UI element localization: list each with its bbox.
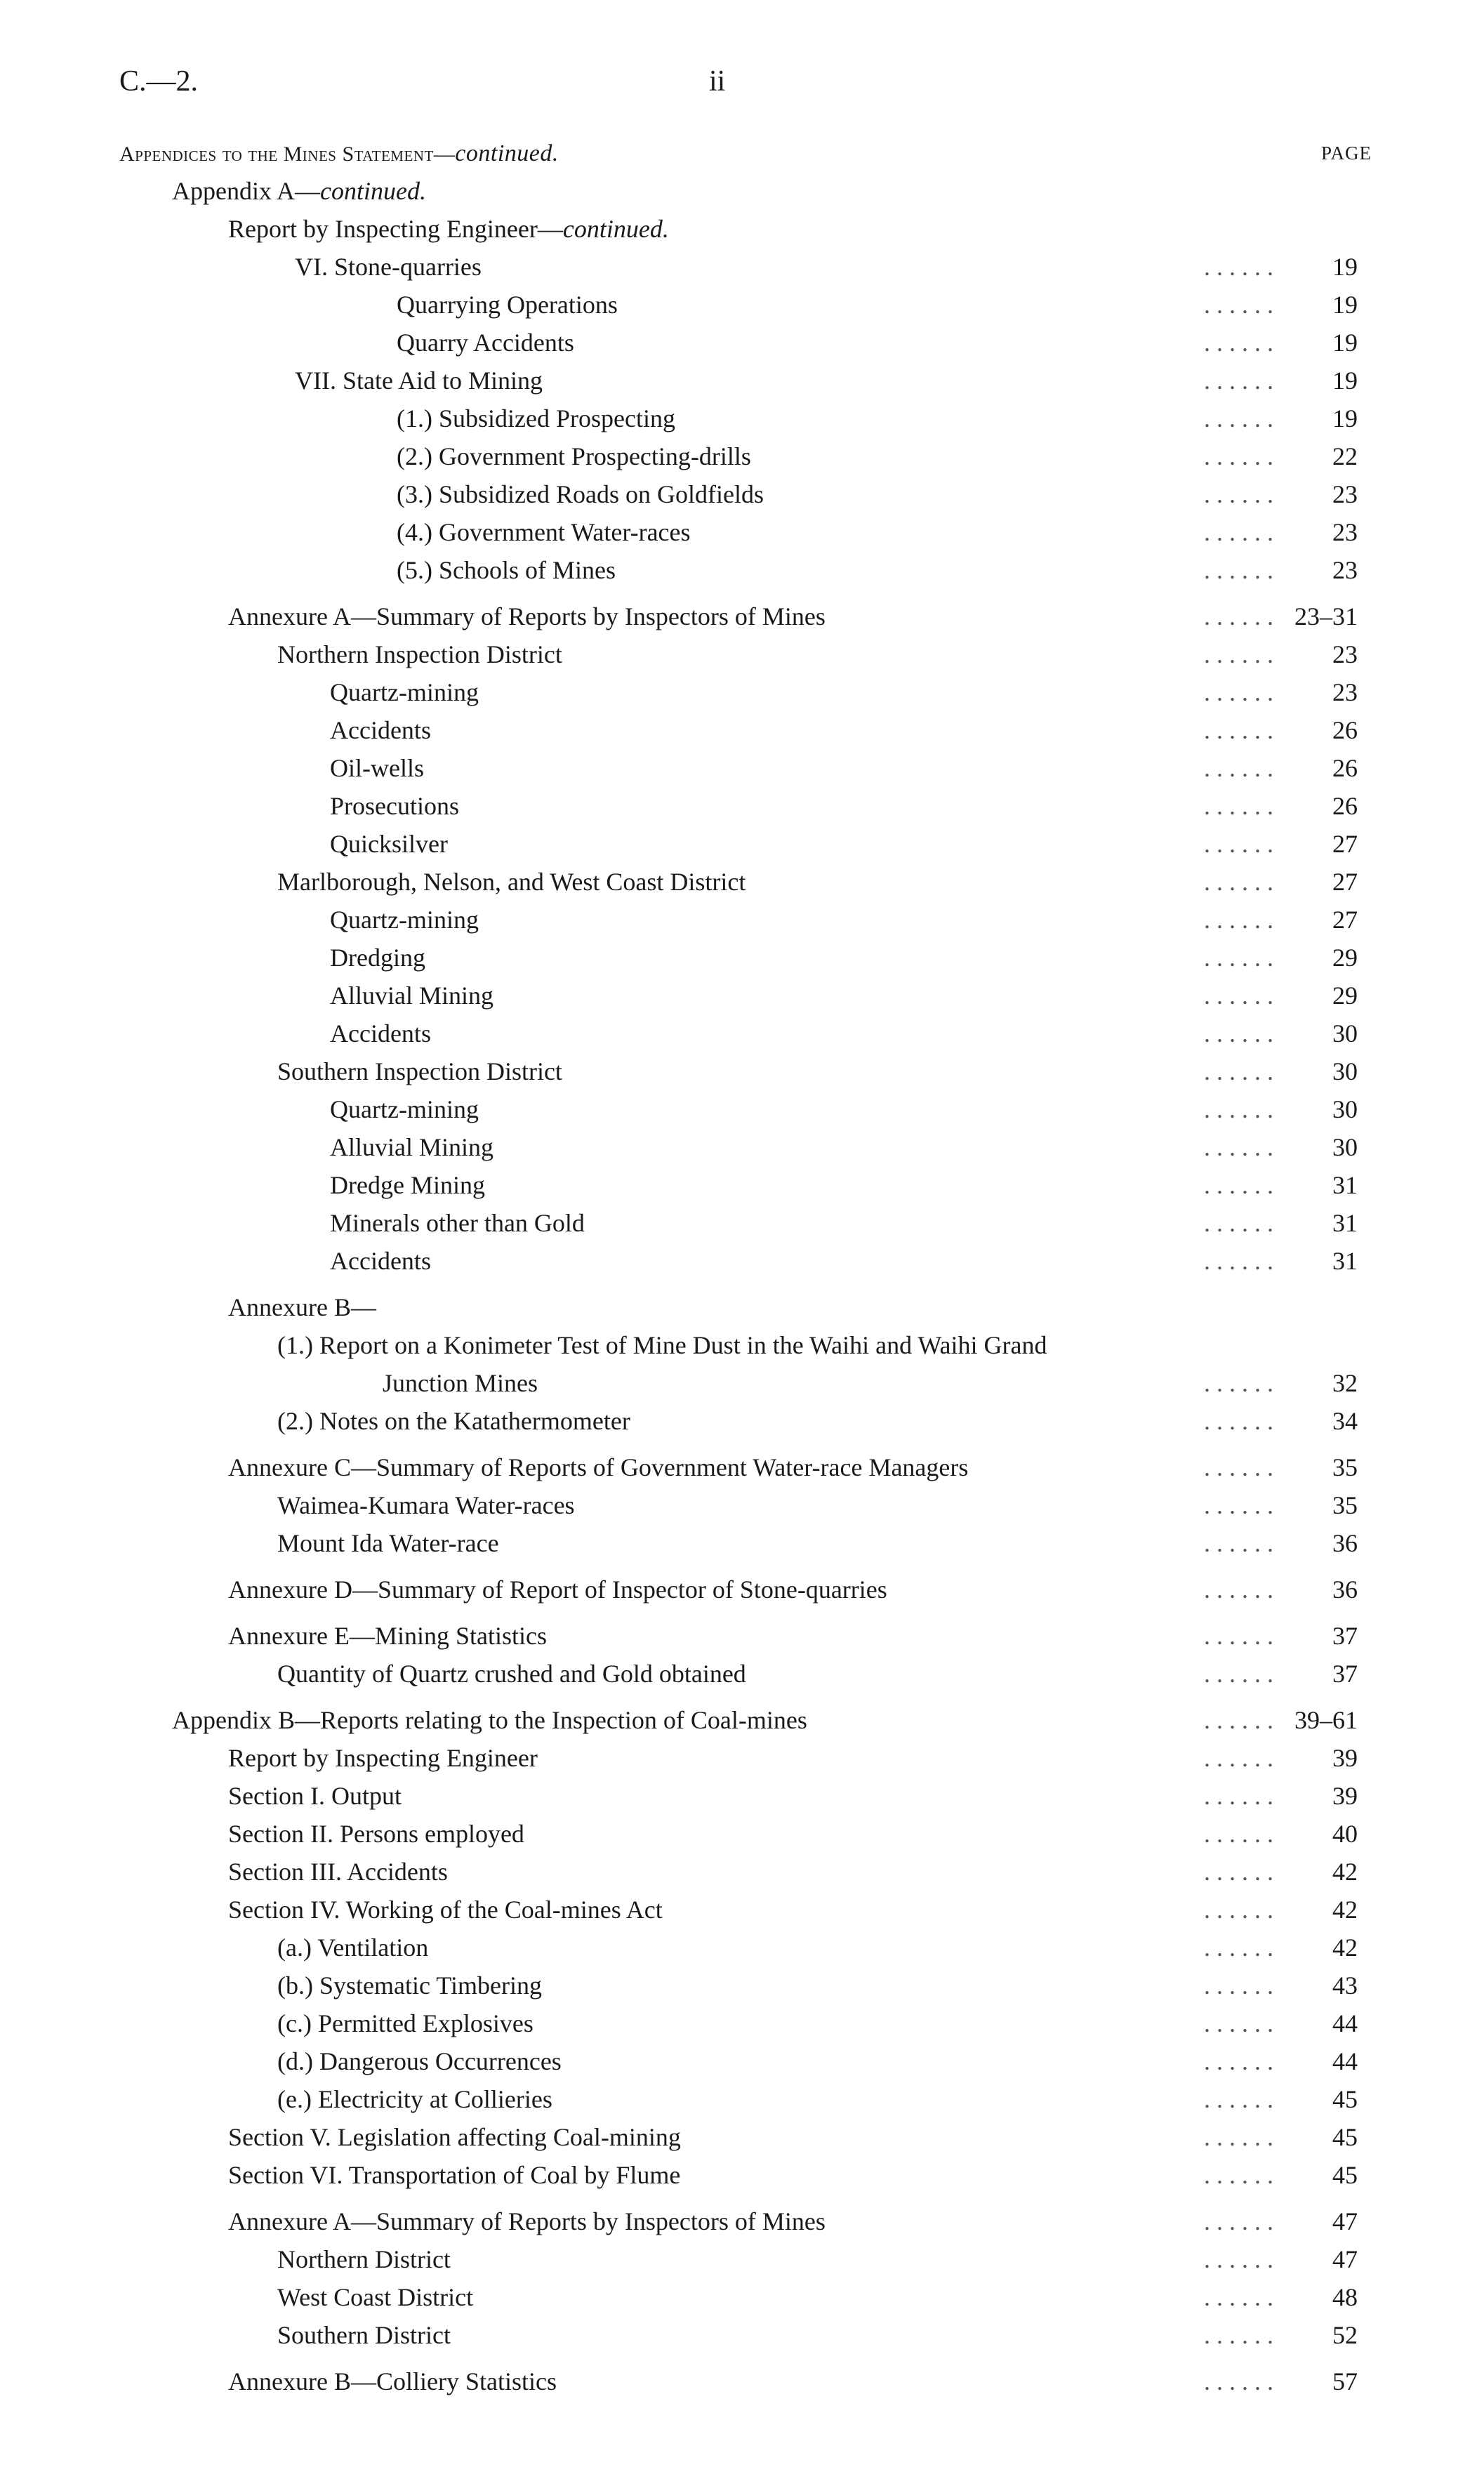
- toc-entry: [0, 1052, 1484, 1090]
- page-number: ii: [709, 65, 726, 98]
- toc-entry-title: Section I. Output: [228, 1782, 402, 1810]
- toc-entry-title: (b.) Systematic Timbering: [277, 1971, 542, 1999]
- toc-entry-title: Quicksilver: [330, 830, 448, 858]
- toc-entry-page: 23: [1332, 640, 1358, 668]
- dot-leader: . . . . . .: [1204, 792, 1273, 820]
- toc-entry: [0, 210, 1484, 248]
- dot-leader: . . . . . .: [1204, 830, 1273, 858]
- toc-entry-title: (1.) Subsidized Prospecting: [397, 404, 675, 432]
- dot-leader: . . . . . .: [1204, 868, 1273, 896]
- toc-entry: [0, 1288, 1484, 1326]
- toc-entry-page: 36: [1332, 1529, 1358, 1557]
- toc-entry: [0, 749, 1484, 787]
- toc-entry-page: 19: [1332, 404, 1358, 432]
- dot-leader: . . . . . .: [1204, 1057, 1273, 1085]
- toc-entry: [0, 2118, 1484, 2156]
- toc-entry-title: Section VI. Transportation of Coal by Flume: [228, 2161, 681, 2189]
- dot-leader: . . . . . .: [1204, 1491, 1273, 1519]
- dot-leader: . . . . . .: [1204, 1971, 1273, 1999]
- toc-entry-title: Quartz-mining: [330, 1095, 479, 1123]
- toc-entry-title: (1.) Report on a Konimeter Test of Mine Dust in the Waihi and Waihi Grand: [277, 1331, 1047, 1359]
- toc-entry-page: 57: [1332, 2367, 1358, 2395]
- toc-entry-title: Accidents: [330, 1247, 431, 1275]
- toc-entry-title: (4.) Government Water-races: [397, 518, 691, 546]
- toc-entry-title: Quarrying Operations: [397, 291, 618, 319]
- toc-entry: [0, 863, 1484, 901]
- toc-entry-title: (2.) Notes on the Katathermometer: [277, 1407, 630, 1435]
- toc-entry: [0, 635, 1484, 673]
- toc-entry-title: Marlborough, Nelson, and West Coast District: [277, 868, 746, 896]
- dot-leader: . . . . . .: [1204, 556, 1273, 584]
- toc-entry-page: 31: [1332, 1209, 1358, 1237]
- toc-entry-page: 31: [1332, 1171, 1358, 1199]
- toc-entry-title: Annexure A—Summary of Reports by Inspectors of Mines: [228, 2207, 826, 2235]
- toc-entry-page: 26: [1332, 716, 1358, 744]
- dot-leader: . . . . . .: [1204, 1575, 1273, 1604]
- toc-entry-page: 35: [1332, 1453, 1358, 1481]
- toc-entry-page: 27: [1332, 868, 1358, 896]
- dot-leader: . . . . . .: [1204, 2047, 1273, 2075]
- toc-entry-page: 35: [1332, 1491, 1358, 1519]
- toc-entry-title: (5.) Schools of Mines: [397, 556, 616, 584]
- toc-entry: [0, 475, 1484, 513]
- toc-entry: [0, 1891, 1484, 1929]
- toc-entry-page: 37: [1332, 1660, 1358, 1688]
- toc-entry: [0, 2362, 1484, 2400]
- toc-entry: [0, 1701, 1484, 1739]
- dot-leader: . . . . . .: [1204, 2283, 1273, 2311]
- toc-entry-title: Prosecutions: [330, 792, 459, 820]
- toc-entry: [0, 673, 1484, 711]
- toc-entry: [0, 362, 1484, 399]
- toc-entry: [0, 2080, 1484, 2118]
- toc-entry: [0, 1014, 1484, 1052]
- toc-entry-title: VI. Stone-quarries: [295, 253, 482, 281]
- dot-leader: . . . . . .: [1204, 1247, 1273, 1275]
- toc-entry: [0, 1739, 1484, 1777]
- toc-entry-title: Oil-wells: [330, 754, 424, 782]
- toc-entry: [0, 1242, 1484, 1280]
- toc-entry-title: Alluvial Mining: [330, 981, 493, 1010]
- dot-leader: . . . . . .: [1204, 1706, 1273, 1734]
- toc-entry-page: 52: [1332, 2321, 1358, 2349]
- dot-leader: . . . . . .: [1204, 981, 1273, 1010]
- toc-entry: [0, 901, 1484, 939]
- toc-entry: [0, 597, 1484, 635]
- table-of-contents: [0, 172, 1484, 2400]
- dot-leader: . . . . . .: [1204, 1453, 1273, 1481]
- toc-entry-title: (e.) Electricity at Collieries: [277, 2085, 552, 2113]
- toc-entry: [0, 1128, 1484, 1166]
- toc-entry-title: Appendix B—Reports relating to the Inspection of Coal-mines: [172, 1706, 807, 1734]
- dot-leader: . . . . . .: [1204, 2009, 1273, 2037]
- toc-entry-title: Southern District: [277, 2321, 451, 2349]
- toc-entry-page: 30: [1332, 1133, 1358, 1161]
- toc-entry-page: 23: [1332, 556, 1358, 584]
- dot-leader: . . . . . .: [1204, 1744, 1273, 1772]
- dot-leader: . . . . . .: [1204, 1209, 1273, 1237]
- dot-leader: . . . . . .: [1204, 1095, 1273, 1123]
- toc-entry: [0, 1571, 1484, 1608]
- toc-entry-title: Southern Inspection District: [277, 1057, 562, 1085]
- toc-entry-title: Appendix A—continued.: [172, 177, 426, 205]
- toc-entry: [0, 1204, 1484, 1242]
- page-column-label: PAGE: [1320, 143, 1372, 164]
- toc-entry-title: (a.) Ventilation: [277, 1933, 429, 1962]
- toc-entry-title: Alluvial Mining: [330, 1133, 493, 1161]
- toc-entry-page: 23: [1332, 480, 1358, 508]
- toc-entry-title: Northern Inspection District: [277, 640, 562, 668]
- dot-leader: . . . . . .: [1204, 291, 1273, 319]
- toc-entry-title: Accidents: [330, 716, 431, 744]
- toc-entry-page: 29: [1332, 981, 1358, 1010]
- toc-entry-page: 34: [1332, 1407, 1358, 1435]
- dot-leader: . . . . . .: [1204, 1369, 1273, 1397]
- toc-entry-page: 37: [1332, 1622, 1358, 1650]
- dot-leader: . . . . . .: [1204, 480, 1273, 508]
- dot-leader: . . . . . .: [1204, 1896, 1273, 1924]
- toc-heading-title: Appendices to the Mines Statement—: [119, 143, 456, 166]
- toc-entry-title: Accidents: [330, 1019, 431, 1047]
- toc-entry-page: 29: [1332, 944, 1358, 972]
- toc-entry-page: 45: [1332, 2161, 1358, 2189]
- toc-entry-title: (2.) Government Prospecting-drills: [397, 442, 751, 470]
- toc-entry-page: 31: [1332, 1247, 1358, 1275]
- dot-leader: . . . . . .: [1204, 2207, 1273, 2235]
- toc-entry-page: 27: [1332, 906, 1358, 934]
- toc-entry-title: Junction Mines: [383, 1369, 538, 1397]
- toc-entry-page: 43: [1332, 1971, 1358, 1999]
- dot-leader: . . . . . .: [1204, 640, 1273, 668]
- dot-leader: . . . . . .: [1204, 1019, 1273, 1047]
- dot-leader: . . . . . .: [1204, 906, 1273, 934]
- toc-entry: [0, 551, 1484, 589]
- toc-heading-continued: continued.: [455, 140, 559, 166]
- toc-entry: [0, 1777, 1484, 1815]
- toc-entry-title: Report by Inspecting Engineer: [228, 1744, 538, 1772]
- dot-leader: . . . . . .: [1204, 253, 1273, 281]
- toc-entry: [0, 2042, 1484, 2080]
- toc-entry-page: 48: [1332, 2283, 1358, 2311]
- dot-leader: . . . . . .: [1204, 602, 1273, 630]
- toc-entry-page: 27: [1332, 830, 1358, 858]
- toc-entry-page: 19: [1332, 366, 1358, 395]
- toc-entry-page: 26: [1332, 754, 1358, 782]
- toc-entry: [0, 1929, 1484, 1966]
- toc-entry-page: 39–61: [1294, 1706, 1358, 1734]
- toc-entry-title: Report by Inspecting Engineer—continued.: [228, 215, 669, 243]
- toc-entry-title: (c.) Permitted Explosives: [277, 2009, 534, 2037]
- toc-entry-page: 45: [1332, 2123, 1358, 2151]
- toc-entry-title: Quantity of Quartz crushed and Gold obtained: [277, 1660, 746, 1688]
- dot-leader: . . . . . .: [1204, 1171, 1273, 1199]
- toc-entry-title: Quartz-mining: [330, 906, 479, 934]
- toc-entry-title: Waimea-Kumara Water-races: [277, 1491, 575, 1519]
- toc-entry: [0, 2004, 1484, 2042]
- toc-entry-page: 30: [1332, 1057, 1358, 1085]
- toc-entry-title: Dredging: [330, 944, 425, 972]
- toc-entry-page: 19: [1332, 329, 1358, 357]
- toc-entry: [0, 2316, 1484, 2354]
- toc-entry-page: 44: [1332, 2047, 1358, 2075]
- toc-entry: [0, 1166, 1484, 1204]
- toc-entry: [0, 2202, 1484, 2240]
- toc-entry: [0, 1364, 1484, 1402]
- toc-entry: [0, 172, 1484, 210]
- toc-entry-page: 30: [1332, 1095, 1358, 1123]
- dot-leader: . . . . . .: [1204, 1782, 1273, 1810]
- toc-entry-title: Section IV. Working of the Coal-mines Act: [228, 1896, 663, 1924]
- toc-entry-page: 32: [1332, 1369, 1358, 1397]
- toc-entry: [0, 1448, 1484, 1486]
- toc-entry: [0, 324, 1484, 362]
- toc-entry-page: 19: [1332, 291, 1358, 319]
- toc-entry: [0, 1966, 1484, 2004]
- dot-leader: . . . . . .: [1204, 366, 1273, 395]
- toc-heading: [119, 140, 559, 167]
- toc-entry: [0, 787, 1484, 825]
- toc-entry: [0, 1524, 1484, 1562]
- toc-entry: [0, 2240, 1484, 2278]
- toc-entry-page: 44: [1332, 2009, 1358, 2037]
- toc-entry-title: (d.) Dangerous Occurrences: [277, 2047, 562, 2075]
- toc-entry-continued: continued.: [562, 215, 669, 243]
- dot-leader: . . . . . .: [1204, 1529, 1273, 1557]
- toc-entry-page: 36: [1332, 1575, 1358, 1604]
- toc-entry-title: Section III. Accidents: [228, 1858, 448, 1886]
- toc-entry-page: 26: [1332, 792, 1358, 820]
- toc-entry-page: 22: [1332, 442, 1358, 470]
- dot-leader: . . . . . .: [1204, 1660, 1273, 1688]
- toc-entry-title: Annexure E—Mining Statistics: [228, 1622, 547, 1650]
- dot-leader: . . . . . .: [1204, 518, 1273, 546]
- toc-entry-title: (3.) Subsidized Roads on Goldfields: [397, 480, 764, 508]
- toc-entry-page: 30: [1332, 1019, 1358, 1047]
- toc-entry: [0, 1090, 1484, 1128]
- dot-leader: . . . . . .: [1204, 2321, 1273, 2349]
- dot-leader: . . . . . .: [1204, 2161, 1273, 2189]
- toc-entry-title: West Coast District: [277, 2283, 474, 2311]
- dot-leader: . . . . . .: [1204, 442, 1273, 470]
- toc-entry-page: 39: [1332, 1782, 1358, 1810]
- toc-entry-page: 40: [1332, 1820, 1358, 1848]
- toc-entry: [0, 1655, 1484, 1693]
- toc-entry-title: VII. State Aid to Mining: [295, 366, 543, 395]
- dot-leader: . . . . . .: [1204, 2123, 1273, 2151]
- toc-entry-page: 45: [1332, 2085, 1358, 2113]
- toc-entry: [0, 825, 1484, 863]
- dot-leader: . . . . . .: [1204, 2245, 1273, 2273]
- toc-entry: [0, 1402, 1484, 1440]
- toc-entry-page: 47: [1332, 2245, 1358, 2273]
- toc-entry-page: 47: [1332, 2207, 1358, 2235]
- toc-entry-title: Annexure A—Summary of Reports by Inspectors of Mines: [228, 602, 826, 630]
- toc-entry: [0, 286, 1484, 324]
- dot-leader: . . . . . .: [1204, 1407, 1273, 1435]
- page-header: [0, 65, 1484, 114]
- toc-entry: [0, 1617, 1484, 1655]
- toc-entry-title: Section II. Persons employed: [228, 1820, 524, 1848]
- dot-leader: . . . . . .: [1204, 329, 1273, 357]
- dot-leader: . . . . . .: [1204, 1622, 1273, 1650]
- dot-leader: . . . . . .: [1204, 2367, 1273, 2395]
- dot-leader: . . . . . .: [1204, 1133, 1273, 1161]
- dot-leader: . . . . . .: [1204, 678, 1273, 706]
- toc-entry: [0, 711, 1484, 749]
- toc-entry-title: Minerals other than Gold: [330, 1209, 585, 1237]
- toc-entry: [0, 2156, 1484, 2194]
- toc-entry: [0, 513, 1484, 551]
- toc-entry-title: Mount Ida Water-race: [277, 1529, 499, 1557]
- dot-leader: . . . . . .: [1204, 944, 1273, 972]
- toc-entry-page: 42: [1332, 1933, 1358, 1962]
- toc-entry-page: 23: [1332, 518, 1358, 546]
- dot-leader: . . . . . .: [1204, 1820, 1273, 1848]
- toc-entry-title: Annexure B—Colliery Statistics: [228, 2367, 557, 2395]
- dot-leader: . . . . . .: [1204, 2085, 1273, 2113]
- toc-entry-title: Northern District: [277, 2245, 451, 2273]
- toc-entry-page: 19: [1332, 253, 1358, 281]
- toc-entry-title: Annexure B—: [228, 1293, 376, 1321]
- toc-entry: [0, 1326, 1484, 1364]
- toc-entry: [0, 399, 1484, 437]
- toc-entry-title: Annexure C—Summary of Reports of Government Water-race Managers: [228, 1453, 969, 1481]
- toc-entry-continued: continued.: [320, 177, 426, 205]
- toc-entry: [0, 2278, 1484, 2316]
- toc-entry: [0, 939, 1484, 977]
- dot-leader: . . . . . .: [1204, 716, 1273, 744]
- document-reference: C.—2.: [119, 65, 199, 98]
- toc-entry: [0, 1486, 1484, 1524]
- dot-leader: . . . . . .: [1204, 1933, 1273, 1962]
- toc-entry: [0, 977, 1484, 1014]
- dot-leader: . . . . . .: [1204, 754, 1273, 782]
- toc-entry-title: Section V. Legislation affecting Coal-mining: [228, 2123, 681, 2151]
- toc-entry-title: Quartz-mining: [330, 678, 479, 706]
- toc-entry-page: 23: [1332, 678, 1358, 706]
- toc-entry-page: 23–31: [1294, 602, 1358, 630]
- toc-entry: [0, 437, 1484, 475]
- toc-entry: [0, 1853, 1484, 1891]
- toc-entry-page: 39: [1332, 1744, 1358, 1772]
- toc-entry-page: 42: [1332, 1896, 1358, 1924]
- toc-entry-page: 42: [1332, 1858, 1358, 1886]
- toc-entry-title: Quarry Accidents: [397, 329, 574, 357]
- toc-entry-title: Dredge Mining: [330, 1171, 485, 1199]
- dot-leader: . . . . . .: [1204, 1858, 1273, 1886]
- toc-entry-title: Annexure D—Summary of Report of Inspector of Stone-quarries: [228, 1575, 887, 1604]
- toc-entry: [0, 248, 1484, 286]
- toc-entry: [0, 1815, 1484, 1853]
- dot-leader: . . . . . .: [1204, 404, 1273, 432]
